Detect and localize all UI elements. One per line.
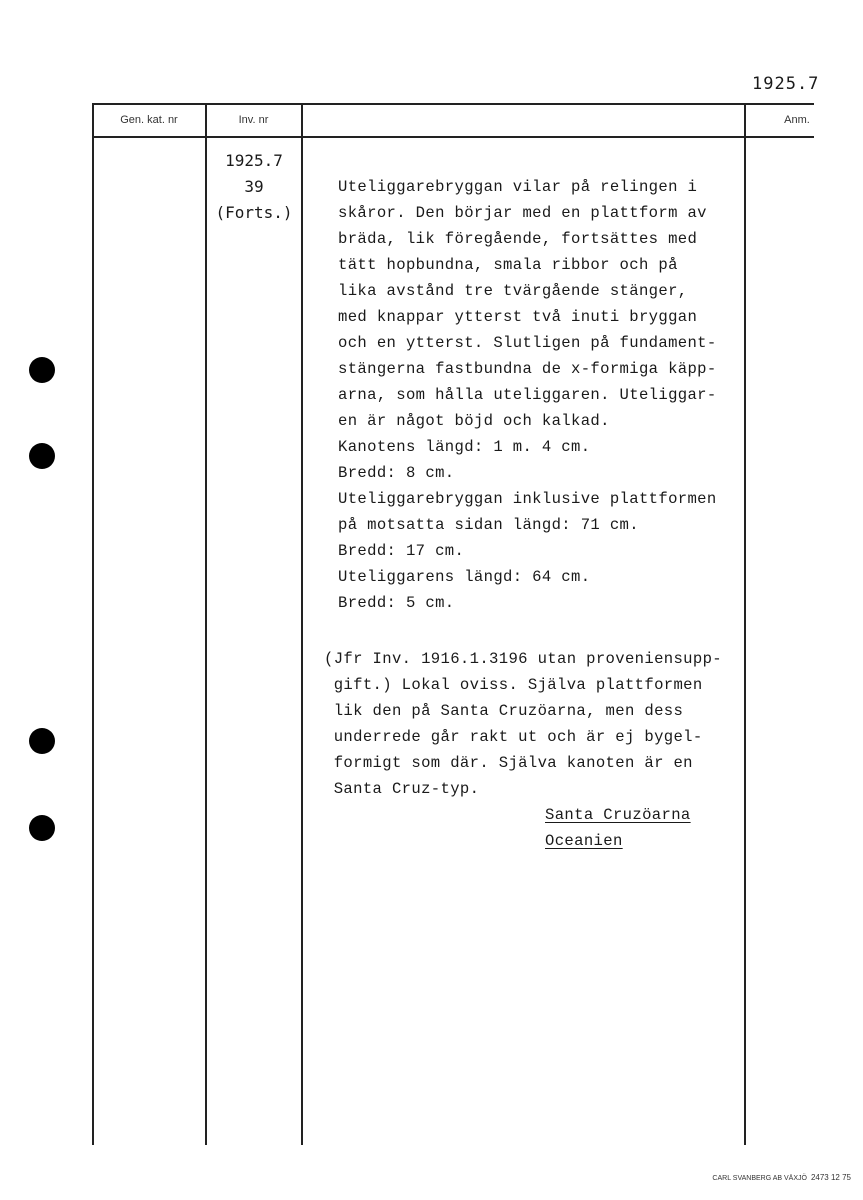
text-line: Uteliggarebryggan inklusive plattformen (338, 490, 717, 508)
column-rule-gen-inv (205, 103, 207, 1145)
header-top-rule (92, 103, 814, 105)
column-rule-text-anm (744, 103, 746, 1145)
provenance-block (545, 802, 691, 854)
printer-footer (712, 1173, 851, 1182)
text-line: underrede går rakt ut och är ej bygel- (324, 728, 703, 746)
punch-hole (29, 357, 55, 383)
text-line: lik den på Santa Cruzöarna, men dess (324, 702, 684, 720)
text-line: tätt hopbundna, smala ribbor och på (338, 256, 678, 274)
region-name: Oceanien (545, 832, 623, 850)
column-header-inv-nr: Inv. nr (238, 114, 269, 126)
continuation-mark: (Forts.) (215, 203, 293, 222)
text-line: (Jfr Inv. 1916.1.3196 utan proveniensupp- (324, 650, 723, 668)
printer-name: CARL SVANBERG AB VÄXJÖ (712, 1175, 807, 1182)
text-line: med knappar ytterst två inuti bryggan (338, 308, 698, 326)
text-line: arna, som hålla uteliggaren. Uteliggar- (338, 386, 717, 404)
inventory-subnumber: 39 (244, 177, 264, 196)
text-line: Bredd: 8 cm. (338, 464, 455, 482)
text-line: på motsatta sidan längd: 71 cm. (338, 516, 639, 534)
text-line: Kanotens längd: 1 m. 4 cm. (338, 438, 591, 456)
description-text (338, 174, 717, 616)
punch-hole (29, 815, 55, 841)
text-line: formigt som där. Själva kanoten är en (324, 754, 693, 772)
text-line: bräda, lik föregående, fortsättes med (338, 230, 698, 248)
text-line: Santa Cruz-typ. (324, 780, 480, 798)
text-line: Uteliggarens längd: 64 cm. (338, 568, 591, 586)
text-line: stängerna fastbundna de x-formiga käpp- (338, 360, 717, 378)
column-rule-left (92, 103, 94, 1145)
comparison-note (324, 646, 722, 802)
column-header-gen-kat-nr: Gen. kat. nr (120, 114, 178, 126)
header-bottom-rule (92, 136, 814, 138)
punch-hole (29, 443, 55, 469)
column-header-anm: Anm. (784, 114, 810, 126)
text-line: Uteliggarebryggan vilar på relingen i (338, 178, 698, 196)
place-name: Santa Cruzöarna (545, 806, 691, 824)
text-line: en är något böjd och kalkad. (338, 412, 610, 430)
form-code: 2473 12 75 (810, 1173, 851, 1182)
inventory-number-block (206, 148, 302, 226)
punch-hole (29, 728, 55, 754)
inventory-number: 1925.7 (225, 151, 283, 170)
text-line: och en ytterst. Slutligen på fundament- (338, 334, 717, 352)
text-line: skåror. Den börjar med en plattform av (338, 204, 707, 222)
text-line: Bredd: 17 cm. (338, 542, 465, 560)
column-rule-inv-text (301, 103, 303, 1145)
text-line: lika avstånd tre tvärgående stänger, (338, 282, 688, 300)
card-number: 1925.7 (752, 74, 820, 94)
text-line: Bredd: 5 cm. (338, 594, 455, 612)
text-line: gift.) Lokal oviss. Själva plattformen (324, 676, 703, 694)
